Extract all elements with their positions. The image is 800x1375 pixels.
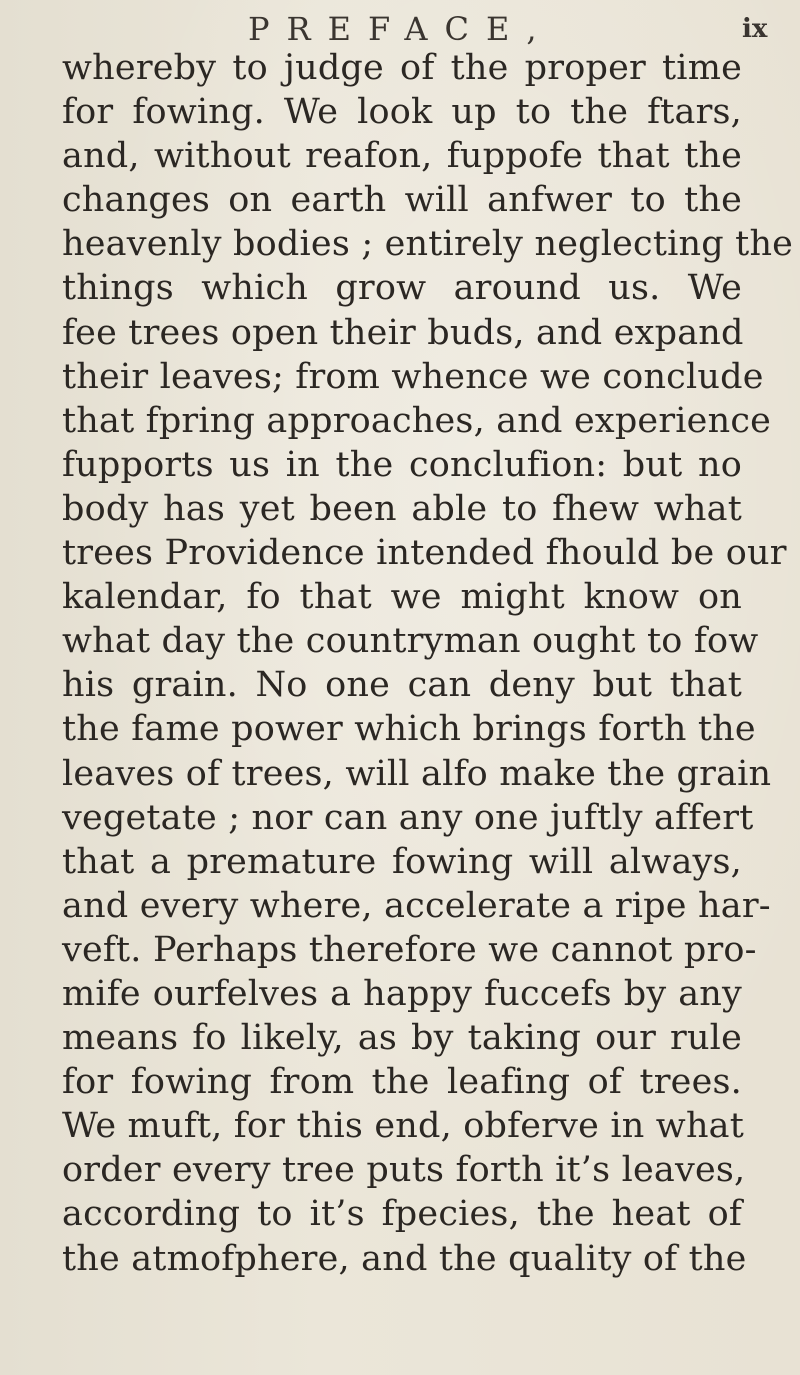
- text-line: veft. Perhaps therefore we cannot pro-: [62, 929, 757, 970]
- text-line: vegetate ; nor can any one juftly affert: [62, 797, 754, 838]
- page-number: ix: [742, 14, 768, 44]
- body-text: [62, 46, 794, 1281]
- text-line: what day the countryman ought to fow: [62, 621, 759, 662]
- text-line: fupports us in the conclufion: but no: [62, 444, 742, 485]
- text-line: trees Providence intended fhould be our: [62, 533, 787, 574]
- text-line: fee trees open their buds, and expand: [62, 312, 744, 353]
- text-line: that fpring approaches, and experience: [62, 400, 772, 441]
- text-line: according to it’s fpecies, the heat of: [62, 1194, 742, 1235]
- text-line: order every tree puts forth it’s leaves,: [62, 1150, 746, 1191]
- running-head-title: PREFACE,: [248, 10, 554, 48]
- text-line: his grain. No one can deny but that: [62, 665, 742, 706]
- text-line: the fame power which brings forth the: [62, 709, 756, 750]
- text-line: body has yet been able to fhew what: [62, 488, 742, 529]
- text-line: that a premature fowing will always,: [62, 841, 742, 882]
- text-line: whereby to judge of the proper time: [62, 48, 742, 88]
- text-line: the atmofphere, and the quality of the: [62, 1238, 747, 1279]
- text-line: changes on earth will anfwer to the: [62, 180, 742, 221]
- text-line: for fowing from the leafing of trees.: [62, 1062, 742, 1103]
- text-line: leaves of trees, will alfo make the grain: [62, 753, 772, 794]
- text-line: things which grow around us. We: [62, 268, 742, 309]
- text-line: and, without reafon, fuppofe that the: [62, 136, 742, 177]
- text-line: and every where, accelerate a ripe har-: [62, 885, 771, 926]
- text-line: heavenly bodies ; entirely neglecting the: [62, 224, 794, 265]
- text-line: means fo likely, as by taking our rule: [62, 1018, 742, 1059]
- text-line: their leaves; from whence we conclude: [62, 356, 764, 397]
- text-line: kalendar, fo that we might know on: [62, 577, 742, 618]
- text-line: We muft, for this end, obferve in what: [62, 1106, 745, 1147]
- text-line: mife ourfelves a happy fuccefs by any: [62, 973, 742, 1014]
- text-line: for fowing. We look up to the ftars,: [62, 92, 742, 133]
